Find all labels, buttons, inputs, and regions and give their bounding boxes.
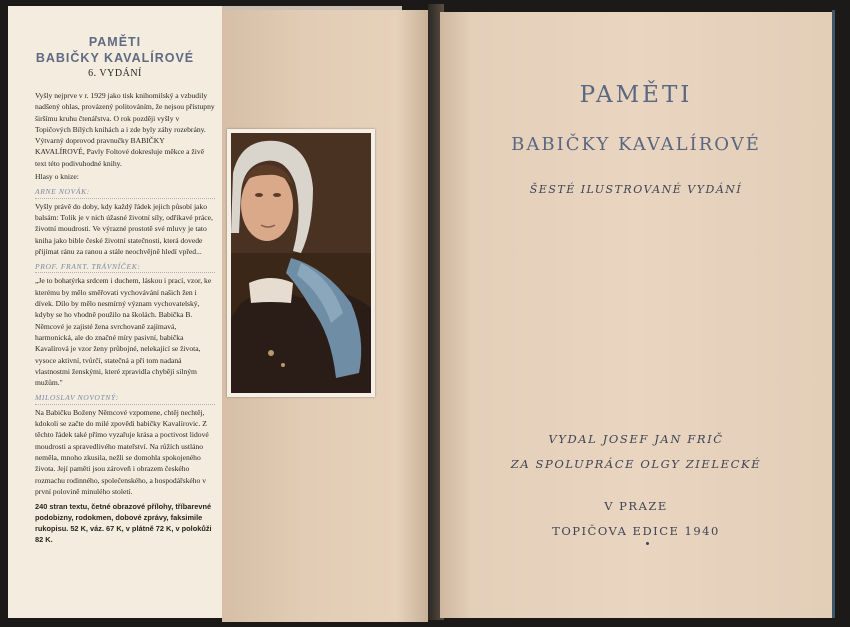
flap-edition: 6. VYDÁNÍ xyxy=(88,68,142,79)
flap-subtitle: BABIČKY KAVALÍROVÉ xyxy=(35,51,195,65)
collaboration-line: ZA SPOLUPRÁCE OLGY ZIELECKÉ xyxy=(510,457,762,471)
flap-text xyxy=(35,90,215,545)
book-title: PAMĚTI xyxy=(579,82,693,108)
review-text: Vyšly právě do doby, kdy každý řádek jejich působí jako balsám: Tolik je v nich úžasné životní síly, odříkavé práce, životní moudrosti. Ve výrazné prostotě své mluvy je tato kniha jako bible české životní statečnosti, která dovede přijímat ránu za ranou a stále neochvějně hledí vpřed... xyxy=(35,201,213,256)
review-text: Na Babičku Boženy Němcové vzpomene, chtěj nechtěj, kdokoli se začte do milé zpovědi babičky Kavalírovic. Z těchto řádek také přímo vyzařuje krása a poctivost lidové moudrosti a spravedlivého mateřství. Na růžích ustláno neměla, mnoho zkusila, nežli se domohla spokojeného života. Její paměti jsou zároveň i obrazem českého rozmachu rodinného, společenského, a hospodářského v první polovině minulého století. xyxy=(35,407,209,496)
review-author: MILOSLAV NOVOTNÝ: xyxy=(35,392,215,404)
publisher-line: TOPIČOVA EDICE 1940 xyxy=(552,524,720,538)
ornament-dot xyxy=(646,542,649,545)
review-author: ARNE NOVÁK: xyxy=(35,186,215,198)
pricing-note: 240 stran textu, četné obrazové přílohy, tříbarevné podobizny, rodokmen, dobové zprávy, faksimile rukopisu. 52 K, váz. 67 K, v plátně 72 K, v polokůži 82 K. xyxy=(35,502,212,545)
flap-intro: Vyšly nejprve v r. 1929 jako tisk knihomilský a vzbudily nadšený ohlas, provázený politováním, že nejsou přístupny širšímu kruhu čtenářstva. O rok později vyšly v Topičových Bílých knihách a i zde byly záhy rozebrány. Výtvarný doprovod pravnučky BABIČKY KAVALÍROVÉ, Pavly Foltové dokresluje měkce a živě text této podivuhodné knihy. xyxy=(35,91,215,168)
portrait-image xyxy=(231,133,371,393)
dust-jacket-flap xyxy=(8,6,222,618)
edition-line: ŠESTÉ ILUSTROVANÉ VYDÁNÍ xyxy=(529,183,743,196)
review-author: PROF. FRANT. TRÁVNÍČEK: xyxy=(35,261,215,273)
publication-place: V PRAZE xyxy=(604,499,668,513)
title-page xyxy=(440,12,832,618)
cover-edge xyxy=(832,10,835,618)
review-text: „Je to bohatýrka srdcem i duchem, láskou i prací, vzor, ke kterému by mělo směřovati vychovávání našich žen i dívek. Dílo by mělo nesmírný význam vychovatelský, kdyby se ho vhodně použilo na školách. Babička B. Němcové je zajisté žena svrchovaně zajímavá, harmonická, ale do značné míry pasivní, babička Kavalírová je vzor ženy průbojné, nelekající se života, vysoce aktivní, tvůrčí, statečná a při tom nadaná vlastnostmi ženskými, které zpravidla chybějí silným mužům." xyxy=(35,276,212,388)
portrait-plate xyxy=(227,129,375,397)
book-subtitle: BABIČKY KAVALÍROVÉ xyxy=(511,134,761,155)
flap-header xyxy=(8,34,222,79)
flap-title: PAMĚTI xyxy=(88,35,142,49)
editor-line: VYDAL JOSEF JAN FRIČ xyxy=(548,432,724,446)
voices-heading: Hlasy o knize: xyxy=(35,172,79,182)
